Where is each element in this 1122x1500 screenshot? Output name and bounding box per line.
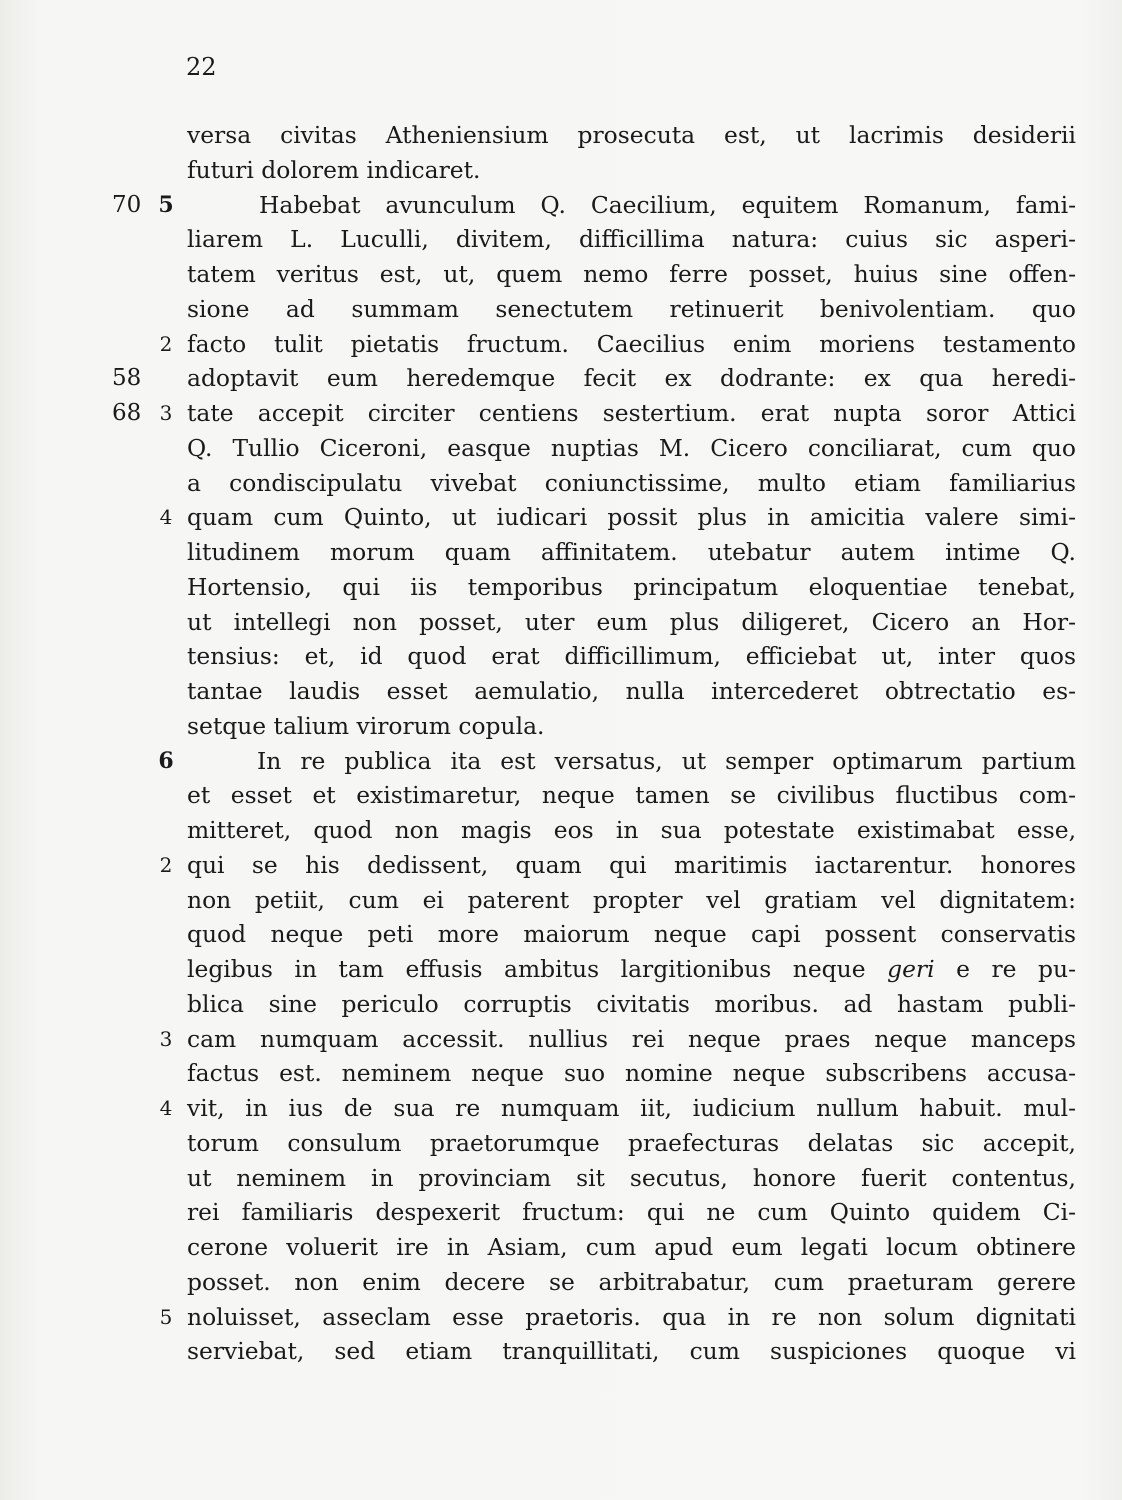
body-text: vit, in ius de sua re numquam iit, iudicium nullum habuit. mul- — [187, 1094, 1076, 1122]
body-text: blica sine periculo corruptis civitatis moribus. ad hastam publi- — [187, 989, 1076, 1018]
body-text: ut neminem in provinciam sit secutus, honore fuerit contentus, — [187, 1163, 1076, 1192]
body-text: cam numquam accessit. nullius rei neque praes neque manceps — [187, 1024, 1076, 1053]
body-text: rei familiaris despexerit fructum: qui ne cum Quinto quidem Ci- — [187, 1198, 1076, 1227]
body-text: Habebat avunculum Q. Caecilium, equitem Romanum, fami- — [259, 190, 1076, 219]
text-line — [0, 1091, 1122, 1126]
subsection-number: 4 — [159, 505, 173, 530]
text-line — [0, 118, 1122, 153]
body-text: a condiscipulatu vivebat coniunctissime, multo etiam familiarius — [187, 468, 1076, 497]
text-line — [0, 639, 1122, 674]
text-line — [0, 1265, 1122, 1300]
text-line — [0, 466, 1122, 501]
subsection-number: 2 — [159, 852, 173, 877]
body-text: Hortensio, qui iis temporibus principatum eloquentiae tenebat, — [187, 572, 1076, 601]
text-line — [0, 327, 1122, 362]
section-number: 6 — [158, 747, 174, 774]
text-line — [0, 952, 1122, 987]
body-text: ut intellegi non posset, uter eum plus diligeret, Cicero an Hor- — [187, 607, 1076, 636]
body-text: posset. non enim decere se arbitrabatur, cum praeturam gerere — [187, 1267, 1076, 1296]
text-line — [0, 778, 1122, 813]
body-text: facto tulit pietatis fructum. Caecilius enim moriens testamento — [187, 329, 1076, 358]
text-line — [0, 1126, 1122, 1161]
text-line — [0, 813, 1122, 848]
subsection-number: 3 — [159, 401, 173, 425]
body-text: adoptavit eum heredemque fecit ex dodrante: ex qua heredi- — [187, 364, 1076, 393]
text-line — [0, 188, 1122, 223]
text-line — [0, 1161, 1122, 1196]
subsection-number: 2 — [159, 331, 173, 356]
subsection-number: 3 — [159, 1026, 173, 1051]
body-text: non petiit, cum ei paterent propter vel gratiam vel dignitatem: — [187, 885, 1076, 914]
body-text: Q. Tullio Ciceroni, easque nuptias M. Cicero conciliarat, cum quo — [187, 433, 1076, 462]
body-text: tantae laudis esset aemulatio, nulla intercederet obtrectatio es- — [187, 677, 1076, 705]
text-line — [0, 1230, 1122, 1265]
body-text: liarem L. Luculli, divitem, difficillima natura: cuius sic asperi- — [187, 225, 1076, 254]
text-line — [0, 361, 1122, 396]
text-line — [0, 883, 1122, 918]
body-text: torum consulum praetorumque praefecturas delatas sic accepit, — [187, 1128, 1076, 1157]
body-text: et esset et existimaretur, neque tamen se civilibus fluctibus com- — [187, 781, 1076, 810]
body-text: In re publica ita est versatus, ut semper optimarum partium — [257, 746, 1076, 775]
body-text: cerone voluerit ire in Asiam, cum apud eum legati locum obtinere — [187, 1233, 1076, 1261]
text-line — [0, 1195, 1122, 1230]
text-line — [0, 1022, 1122, 1057]
margin-reference-left: 70 — [112, 191, 142, 218]
text-line — [0, 674, 1122, 709]
body-text: litudinem morum quam affinitatem. utebatur autem intime Q. — [187, 538, 1076, 566]
text-line — [0, 987, 1122, 1022]
text-line — [0, 744, 1122, 779]
text-line — [0, 431, 1122, 466]
body-text: quod neque peti more maiorum neque capi possent conservatis — [187, 920, 1076, 949]
text-line — [0, 535, 1122, 570]
body-text: futuri dolorem indicaret. — [187, 155, 481, 184]
text-line — [0, 1056, 1122, 1091]
text-line — [0, 500, 1122, 535]
body-text: factus est. neminem neque suo nomine neque subscribens accusa- — [187, 1059, 1076, 1088]
text-line — [0, 257, 1122, 292]
text-line — [0, 396, 1122, 431]
body-text: serviebat, sed etiam tranquillitati, cum suspiciones quoque vi — [187, 1337, 1076, 1366]
margin-reference-left: 68 — [112, 400, 142, 426]
text-line — [0, 292, 1122, 327]
body-text: legibus in tam effusis ambitus largitionibus neque geri e re pu- — [187, 955, 1076, 983]
body-text: sione ad summam senectutem retinuerit benivolentiam. quo — [187, 294, 1076, 323]
text-line — [0, 848, 1122, 883]
text-block — [0, 118, 1122, 1369]
subsection-number: 5 — [159, 1304, 173, 1329]
body-text: quam cum Quinto, ut iudicari possit plus in amicitia valere simi- — [187, 503, 1076, 532]
subsection-number: 4 — [159, 1096, 173, 1120]
margin-reference-left: 58 — [112, 365, 142, 392]
section-number: 5 — [158, 191, 174, 218]
text-line — [0, 605, 1122, 640]
body-text: tate accepit circiter centiens sestertium. erat nupta soror Attici — [187, 399, 1076, 427]
body-text: tatem veritus est, ut, quem nemo ferre posset, huius sine offen- — [187, 260, 1076, 288]
text-line — [0, 917, 1122, 952]
text-line — [0, 709, 1122, 744]
text-line — [0, 1300, 1122, 1335]
body-text: mitteret, quod non magis eos in sua potestate existimabat esse, — [187, 816, 1076, 844]
body-text: noluisset, asseclam esse praetoris. qua in re non solum dignitati — [187, 1302, 1076, 1331]
text-line — [0, 1334, 1122, 1369]
body-text: versa civitas Atheniensium prosecuta est, ut lacrimis desiderii — [187, 121, 1076, 149]
body-text: setque talium virorum copula. — [187, 711, 545, 740]
body-text: qui se his dedissent, quam qui maritimis iactarentur. honores — [187, 850, 1076, 879]
page-number: 22 — [186, 53, 217, 81]
text-line — [0, 222, 1122, 257]
text-line — [0, 570, 1122, 605]
body-text: tensius: et, id quod erat difficillimum, efficiebat ut, inter quos — [187, 642, 1076, 671]
text-line — [0, 153, 1122, 188]
